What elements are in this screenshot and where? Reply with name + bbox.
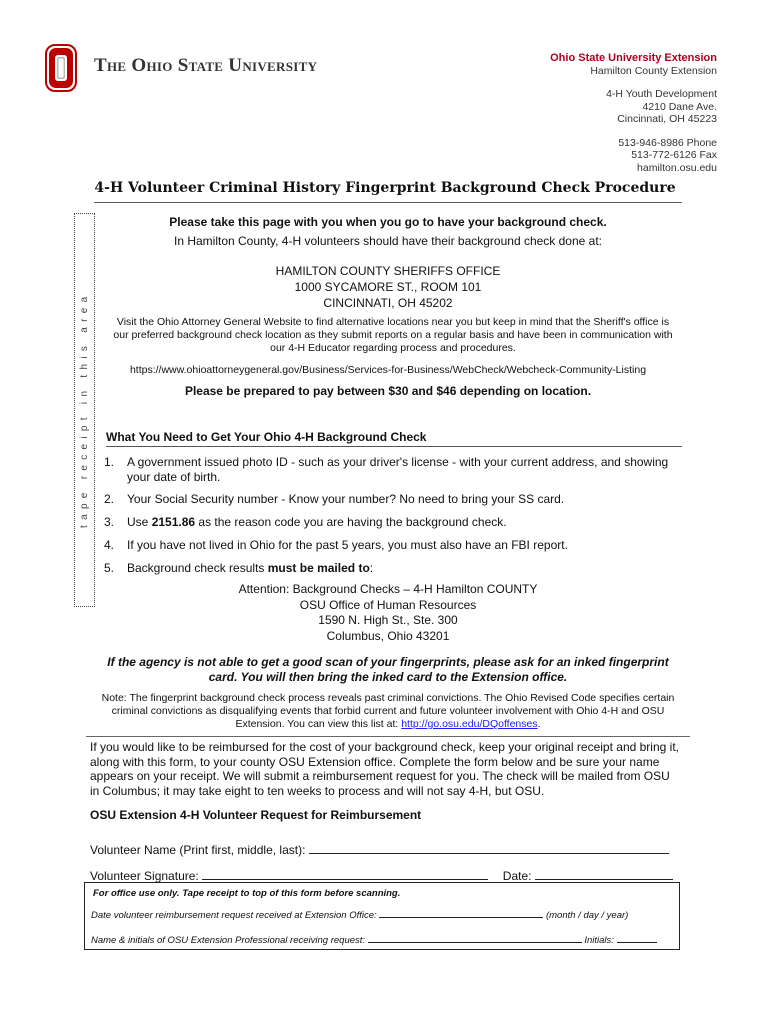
office-date-label: Date volunteer reimbursement request received at Extension Office:	[91, 910, 377, 921]
mail-city: Columbus, Ohio 43201	[326, 628, 450, 643]
dq-offenses-link[interactable]: http://go.osu.edu/DQoffenses	[401, 718, 538, 730]
mail-attention: Attention: Background Checks – 4-H Hamilton COUNTY	[238, 582, 538, 596]
website: hamilton.osu.edu	[637, 161, 717, 174]
reimbursement-form-title: OSU Extension 4-H Volunteer Request for Reimbursement	[90, 808, 422, 822]
county-extension: Hamilton County Extension	[590, 64, 717, 77]
date-field[interactable]	[535, 868, 673, 880]
list-text-part: Background check results	[127, 561, 268, 575]
office-use-box	[84, 882, 680, 950]
intro-text: In Hamilton County, 4-H volunteers should have their background check done at:	[173, 234, 603, 248]
phone-number: 513-946-8986 Phone	[618, 136, 717, 149]
list-text	[127, 515, 672, 530]
initials-label: Initials:	[584, 935, 614, 946]
sheriff-office-name: HAMILTON COUNTY SHERIFFS OFFICE	[275, 264, 501, 278]
signature-row	[90, 868, 673, 883]
reason-code: 2151.86	[151, 515, 196, 529]
city-address: Cincinnati, OH 45223	[617, 113, 717, 125]
list-number: 4.	[104, 538, 115, 552]
fee-notice: Please be prepared to pay between $30 and $46 depending on location.	[184, 384, 592, 398]
list-number: 1.	[104, 455, 115, 469]
list-number: 5.	[104, 561, 115, 575]
title-divider	[94, 202, 682, 203]
list-number: 2.	[104, 492, 115, 506]
mail-office: OSU Office of Human Resources	[299, 597, 477, 612]
sheriff-city: CINCINNATI, OH 45202	[323, 296, 453, 310]
list-text-part: :	[369, 561, 374, 575]
university-name: The Ohio State University	[94, 55, 318, 76]
program-name: 4-H Youth Development	[606, 88, 717, 100]
street-address: 4210 Dane Ave.	[642, 100, 717, 113]
mail-street: 1590 N. High St., Ste. 300	[318, 613, 458, 627]
tape-receipt-label: tape receipt in this area	[79, 291, 90, 529]
list-text-bold: must be mailed to	[267, 561, 370, 575]
office-date-field[interactable]	[379, 908, 543, 918]
attorney-general-note: Visit the Ohio Attorney General Website to find alternative locations near you but keep in mind that the Sheriff's office is our preferred background check location as they submit reports on a regular basis and have been in communication with our 4-H Educator regarding process and procedures.	[113, 316, 673, 354]
list-text: Your Social Security number - Know your number? No need to bring your SS card.	[127, 492, 565, 506]
office-date-row	[91, 908, 628, 921]
volunteer-name-row	[90, 842, 669, 857]
date-format-hint: (month / day / year)	[545, 910, 629, 921]
volunteer-name-label: Volunteer Name (Print first, middle, last):	[90, 843, 306, 857]
sheriff-street: 1000 SYCAMORE ST., ROOM 101	[294, 280, 482, 294]
mailing-address	[94, 582, 682, 644]
list-text-part: Use	[127, 515, 152, 529]
initials-field[interactable]	[617, 933, 657, 943]
list-number: 3.	[104, 515, 115, 529]
document-title: 4-H Volunteer Criminal History Fingerprint Background Check Procedure	[94, 180, 676, 196]
contact-block	[550, 52, 717, 174]
legal-note-end: .	[537, 718, 541, 730]
list-text: A government issued photo ID - such as your driver's license - with your current address, and showing your date of birth.	[127, 455, 669, 484]
osu-block-o-logo	[45, 44, 77, 92]
list-text: If you have not lived in Ohio for the past 5 years, you must also have an FBI report.	[127, 538, 568, 552]
requirements-divider	[106, 446, 682, 447]
office-name-row	[91, 933, 657, 946]
fingerprint-card-note: If the agency is not able to get a good scan of your fingerprints, please ask for an inked fingerprint card. You will then bring the inked card to the Extension office.	[107, 655, 669, 684]
note-divider	[86, 736, 690, 737]
office-name-field[interactable]	[368, 933, 582, 943]
intro-instruction: Please take this page with you when you go to have your background check.	[169, 215, 607, 229]
legal-note-text: Note: The fingerprint background check process reveals past criminal convictions. The Ohio Revised Code specifies certain criminal convictions as disqualifying events that forbid current and future volunteer involvement with Ohio 4-H and OSU Extension. You can view this list at:	[101, 692, 675, 730]
reimbursement-text: If you would like to be reimbursed for the cost of your background check, keep your original receipt and bring it, along with this form, to your county OSU Extension office. Complete the form below and be sure your name appears on your receipt. We will submit a reimbursement request for you. The check will be mailed from OSU in Columbus; it may take eight to ten weeks to process and will not say 4-H, but OSU.	[90, 740, 679, 798]
requirements-heading: What You Need to Get Your Ohio 4-H Background Check	[106, 430, 427, 444]
volunteer-name-field[interactable]	[309, 842, 669, 854]
list-text-part: as the reason code you are having the background check.	[195, 515, 507, 529]
list-text	[127, 561, 672, 576]
extension-name: Ohio State University Extension	[550, 52, 717, 64]
attorney-general-url[interactable]: https://www.ohioattorneygeneral.gov/Business/Services-for-Business/WebCheck/Webcheck-Community-Listing	[129, 364, 647, 376]
sheriff-address	[94, 263, 682, 311]
signature-field[interactable]	[202, 868, 488, 880]
fax-number: 513-772-6126 Fax	[631, 149, 717, 161]
date-label: Date:	[502, 869, 532, 883]
office-use-heading: For office use only. Tape receipt to top of this form before scanning.	[93, 888, 401, 899]
tape-receipt-area	[74, 213, 95, 607]
legal-note	[86, 692, 690, 731]
office-name-label: Name & initials of OSU Extension Professional receiving request:	[91, 935, 366, 946]
signature-label: Volunteer Signature:	[90, 869, 199, 883]
